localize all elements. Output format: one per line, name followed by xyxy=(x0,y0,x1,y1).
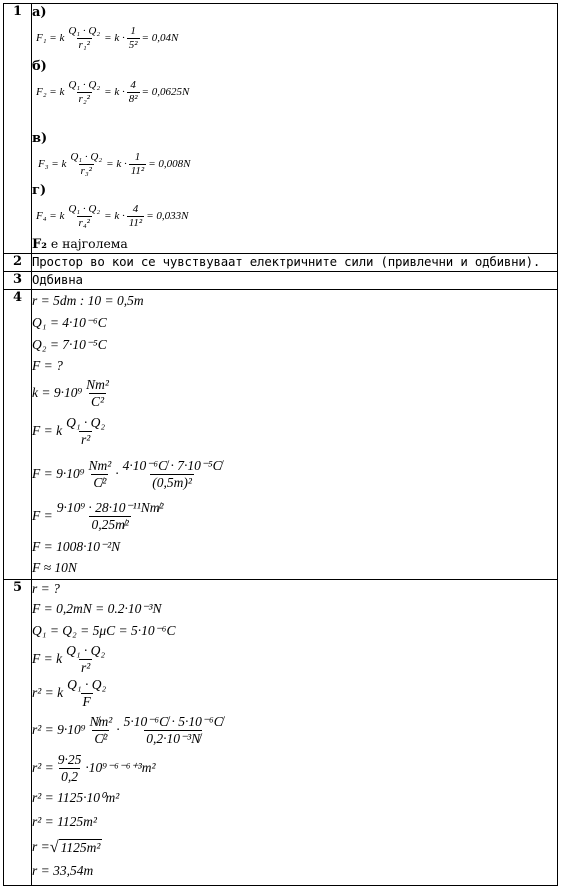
table-row xyxy=(4,254,558,272)
formula xyxy=(32,290,557,312)
formula-result: = 0,04N xyxy=(141,32,179,44)
denominator: 0,2 xyxy=(61,768,79,784)
formula-result: = 0,033N xyxy=(146,210,189,222)
formula xyxy=(32,410,557,452)
numerator: Q₁ · Q₂ xyxy=(66,414,106,430)
part-label: в) xyxy=(32,131,48,146)
numerator: Nm² xyxy=(86,376,109,392)
answer-cell xyxy=(32,290,558,580)
answer-text: Простор во кои се чувствуваат електричните сили (привлечни и одбивни). xyxy=(32,254,541,269)
formula-text: r² = 1125m² xyxy=(32,814,97,829)
formula-lhs: r² = xyxy=(32,760,54,775)
formula-lhs: r² = k xyxy=(32,685,64,700)
formula-lhs: r = xyxy=(32,839,50,854)
formula xyxy=(36,199,557,233)
formula-text: r = 5dm : 10 = 0,5m xyxy=(32,293,144,308)
formula xyxy=(32,710,557,750)
formula-mid: = k · xyxy=(104,86,125,98)
denominator: 5² xyxy=(128,38,138,51)
row-number: 1 xyxy=(4,4,32,254)
numerator: 9·10⁹ · 28·10⁻¹¹Nm̸² xyxy=(56,499,164,515)
denominator: C̸² xyxy=(94,730,108,746)
row-number: 2 xyxy=(4,254,32,272)
part-label: г) xyxy=(32,183,47,198)
formula xyxy=(32,356,557,376)
formula xyxy=(32,598,557,620)
formula-lhs: F₁ = k xyxy=(36,32,65,44)
formula-mid: = k · xyxy=(104,210,125,222)
numerator: 4·10⁻⁶C̸ · 7·10⁻⁵C̸ xyxy=(122,457,222,473)
formula xyxy=(32,620,557,642)
numerator: Q₁ · Q₂ xyxy=(68,78,101,91)
numerator: Q₁ · Q₂ xyxy=(70,150,103,163)
formula xyxy=(36,75,557,109)
formula-text: F = 0,2mN = 0.2·10⁻³N xyxy=(32,601,162,616)
denominator: C² xyxy=(91,393,105,409)
formula xyxy=(32,810,557,834)
fraction xyxy=(127,203,144,229)
table-row xyxy=(4,272,558,290)
fraction xyxy=(56,752,84,784)
answer-text: Одбивна xyxy=(32,272,83,287)
denominator: (0,5m)² xyxy=(152,474,192,490)
formula xyxy=(32,642,557,676)
row-number: 3 xyxy=(4,272,32,290)
formula-text: Q₂ = 7·10⁻⁵C xyxy=(32,337,107,352)
answer-cell xyxy=(32,580,558,886)
numerator: 4 xyxy=(130,78,136,91)
denominator: r₁² xyxy=(78,38,90,51)
numerator: Q₁ · Q₂ xyxy=(68,202,101,215)
fraction xyxy=(84,377,111,409)
denominator: 11² xyxy=(128,216,143,229)
formula xyxy=(32,496,557,536)
formula-dot: · xyxy=(116,722,120,737)
numerator: Q₁ · Q₂ xyxy=(67,676,107,692)
fraction xyxy=(129,151,146,177)
fraction xyxy=(127,79,140,105)
denominator: 11² xyxy=(130,164,145,177)
table-row xyxy=(4,290,558,580)
formula-text: Q₁ = 4·10⁻⁶C xyxy=(32,315,107,330)
fraction xyxy=(64,643,107,675)
formula-result: = 0,008N xyxy=(148,158,191,170)
fraction xyxy=(64,415,107,447)
conclusion-text: е најголема xyxy=(46,236,128,251)
denominator: C̸² xyxy=(93,474,107,490)
fraction xyxy=(65,677,108,709)
fraction xyxy=(122,714,225,746)
formula-mid: = k · xyxy=(106,158,127,170)
numerator: 1 xyxy=(130,24,136,37)
formula-lhs: F₃ = k xyxy=(38,158,67,170)
table-row xyxy=(4,580,558,886)
formula xyxy=(32,580,557,598)
formula xyxy=(32,536,557,558)
formula-lhs: F = k xyxy=(32,651,63,666)
formula-lhs: r² = 9·10⁹ xyxy=(32,722,86,737)
answer-cell xyxy=(32,272,558,290)
fraction xyxy=(66,203,102,229)
formula-lhs: F = 9·10⁹ xyxy=(32,466,85,481)
formula-text: ·10⁹⁻⁶⁻⁶⁺³m² xyxy=(85,760,156,775)
formula-text: r² = 1125·10⁰m² xyxy=(32,790,120,805)
numerator: N̸m² xyxy=(89,713,113,729)
formula xyxy=(32,750,557,786)
formula-dot: · xyxy=(115,466,119,481)
formula-text: Q₁ = Q₂ = 5μC = 5·10⁻⁶C xyxy=(32,623,176,638)
numerator: Q₁ · Q₂ xyxy=(66,642,106,658)
formula xyxy=(32,558,557,578)
square-root xyxy=(50,839,103,856)
part-label: а) xyxy=(32,5,47,20)
numerator: 5·10⁻⁶C̸ · 5·10⁻⁶C̸ xyxy=(123,713,223,729)
fraction xyxy=(66,25,102,51)
formula xyxy=(32,786,557,810)
formula xyxy=(36,21,557,55)
formula xyxy=(32,312,557,334)
formula-result: = 0,0625N xyxy=(141,86,190,98)
part-label: б) xyxy=(32,59,47,74)
numerator: Q₁ · Q₂ xyxy=(68,24,101,37)
formula xyxy=(32,452,557,496)
denominator: F xyxy=(82,693,91,709)
formula xyxy=(32,834,557,860)
formula-text: F ≈ 10N xyxy=(32,560,77,575)
fraction xyxy=(86,458,113,490)
fraction xyxy=(127,25,140,51)
table-row xyxy=(4,4,558,254)
formula xyxy=(32,676,557,710)
row-number: 4 xyxy=(4,290,32,580)
fraction xyxy=(55,500,166,532)
numerator: Nm² xyxy=(88,457,112,473)
formula xyxy=(38,147,557,181)
denominator: r₃² xyxy=(80,164,92,177)
denominator: 0,2·10⁻³N̸ xyxy=(146,730,201,746)
formula-mid: = k · xyxy=(104,32,125,44)
denominator: r² xyxy=(80,659,91,675)
formula-lhs: F₂ = k xyxy=(36,86,65,98)
denominator: r₂² xyxy=(78,92,90,105)
formula-text: F = ? xyxy=(32,358,63,373)
row-number: 5 xyxy=(4,580,32,886)
numerator: 4 xyxy=(132,202,139,215)
formula-lhs: F = xyxy=(32,508,53,523)
numerator: 1 xyxy=(134,150,141,163)
fraction xyxy=(121,458,224,490)
fraction xyxy=(68,151,104,177)
answer-cell xyxy=(32,4,558,254)
formula xyxy=(32,334,557,356)
conclusion-force: F₂ xyxy=(32,237,47,252)
formula-text: r = ? xyxy=(32,581,60,596)
formula-lhs: k = 9·10⁹ xyxy=(32,385,83,400)
fraction xyxy=(87,714,114,746)
denominator: r₄² xyxy=(78,216,90,229)
formula-text: F = 1008·10⁻²N xyxy=(32,539,121,554)
denominator: 8² xyxy=(128,92,138,105)
fraction xyxy=(66,79,102,105)
radicand: 1125m² xyxy=(60,839,101,855)
answer-table xyxy=(3,3,558,886)
formula-text: r = 33,54m xyxy=(32,863,94,878)
denominator: r² xyxy=(80,431,91,447)
denominator: 0,25m̸² xyxy=(91,516,129,532)
radical-sign: √ xyxy=(49,837,59,856)
formula xyxy=(32,860,557,882)
numerator: 9·25 xyxy=(57,751,82,767)
conclusion xyxy=(32,235,557,253)
formula-lhs: F = k xyxy=(32,423,63,438)
formula-lhs: F₄ = k xyxy=(36,210,65,222)
answer-cell xyxy=(32,254,558,272)
formula xyxy=(32,376,557,410)
